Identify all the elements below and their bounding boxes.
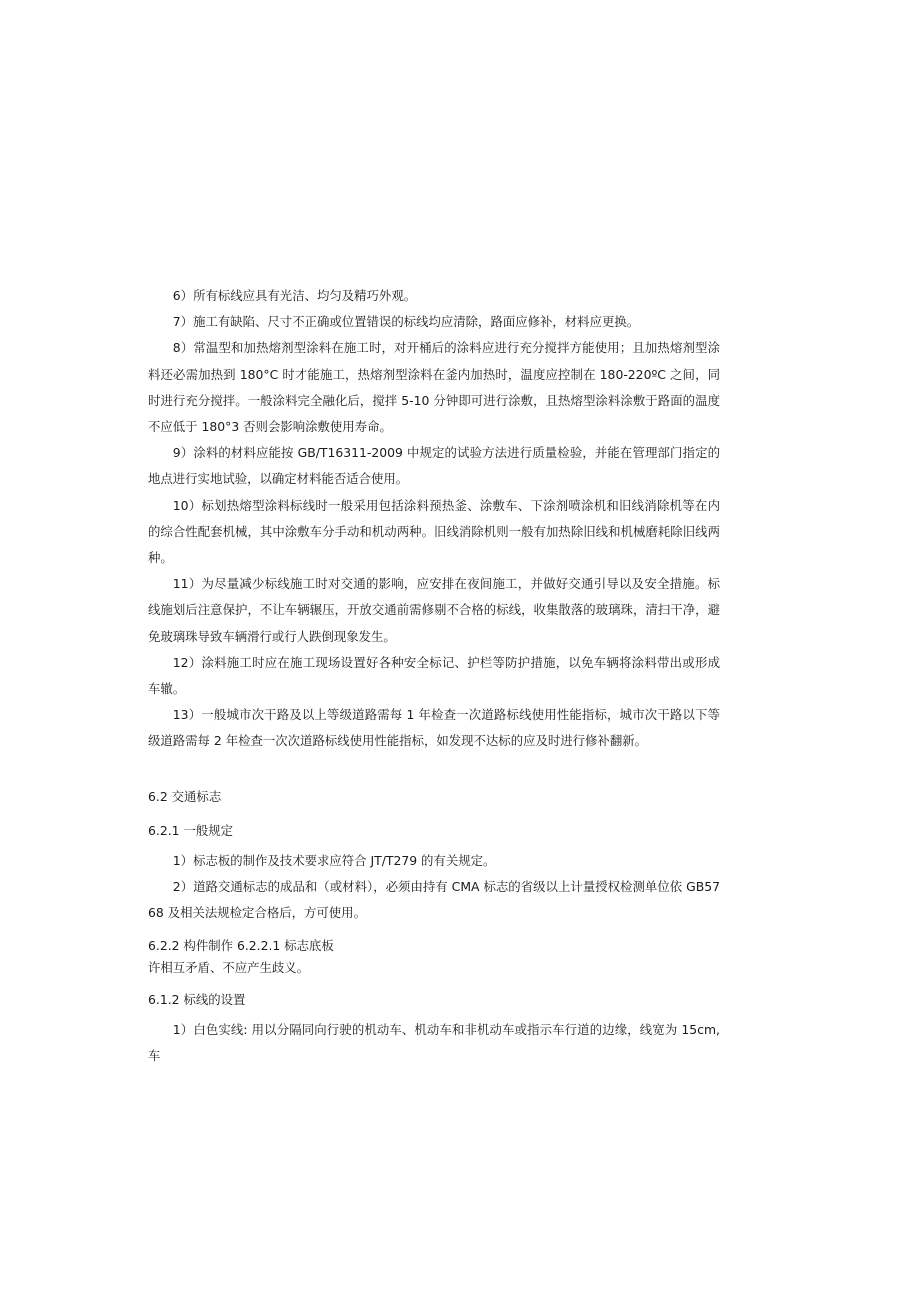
- spacer: [148, 927, 720, 935]
- section-heading: 6.2 交通标志: [148, 788, 222, 804]
- spacer: [148, 755, 720, 784]
- document-body: [148, 283, 720, 1069]
- paragraph: 7）施工有缺陷、尺寸不正确或位置错误的标线均应清除，路面应修补，材料应更换。: [172, 314, 640, 330]
- paragraph: 11）为尽量减少标线施工时对交通的影响，应安排在夜间施工，并做好交通引导以及安全措施。标线施划后注意保护，不让车辆辗压，开放交通前需修剔不合格的标线，收集散落的玻璃珠，清扫干净，避免玻璃珠导致车辆滑行或行人跌倒现象发生。: [148, 576, 720, 644]
- paragraph: 8）常温型和加热熔剂型涂料在施工时，对开桶后的涂料应进行充分搅拌方能使用；且加热熔剂型涂料还必需加热到 180°C 时才能施工，热熔剂型涂料在釜内加热时，温度应控制在 180-220ºC 之间，同时进行充分搅拌。一般涂料完全融化后，搅拌 5-10 分钟即可进行涂敷，且热熔型涂料涂敷于路面的温度不应低于 180°3 否则会影响涂敷使用寿命。: [148, 340, 720, 435]
- subsection-heading: 6.2.2 构件制作 6.2.2.1 标志底板: [148, 937, 334, 953]
- paragraph: 10）标划热熔型涂料标线时一般采用包括涂料预热釜、涂敷车、下涂剂喷涂机和旧线消除机等在内的综合性配套机械，其中涂敷车分手动和机动两种。旧线消除机则一般有加热除旧线和机械磨耗除旧线两种。: [148, 497, 720, 566]
- paragraph-fragment: 许相互矛盾、不应产生歧义。: [148, 959, 310, 975]
- spacer: [148, 979, 720, 987]
- spacer: [148, 810, 720, 818]
- paragraph: 6）所有标线应具有光洁、均匀及精巧外观。: [172, 288, 417, 303]
- paragraph: 2）道路交通标志的成品和（或材料），必须由持有 CMA 标志的省级以上计量授权检测单位依 GB5768 及相关法规检定合格后，方可使用。: [148, 879, 720, 921]
- paragraph: 1）白色实线: 用以分隔同向行驶的机动车、机动车和非机动车或指示车行道的边缘，线宽为 15cm,车: [148, 1021, 720, 1064]
- subsection-heading: 6.1.2 标线的设置: [148, 991, 246, 1007]
- paragraph: 12）涂料施工时应在施工现场设置好各种安全标记、护栏等防护措施，以免车辆将涂料带出或形成车辙。: [148, 654, 720, 697]
- paragraph: 1）标志板的制作及技术要求应符合 JT/T279 的有关规定。: [172, 853, 496, 869]
- subsection-heading: 6.2.1 一般规定: [148, 822, 234, 838]
- paragraph: 9）涂料的材料应能按 GB/T16311-2009 中规定的试验方法进行质量检验，并能在管理部门指定的地点进行实地试验，以确定材料能否适合使用。: [148, 445, 720, 487]
- paragraph: 13）一般城市次干路及以上等级道路需每 1 年检查一次道路标线使用性能指标，城市次干路以下等级道路需每 2 年检查一次次道路标线使用性能指标，如发现不达标的应及时进行修补翻新。: [148, 707, 720, 749]
